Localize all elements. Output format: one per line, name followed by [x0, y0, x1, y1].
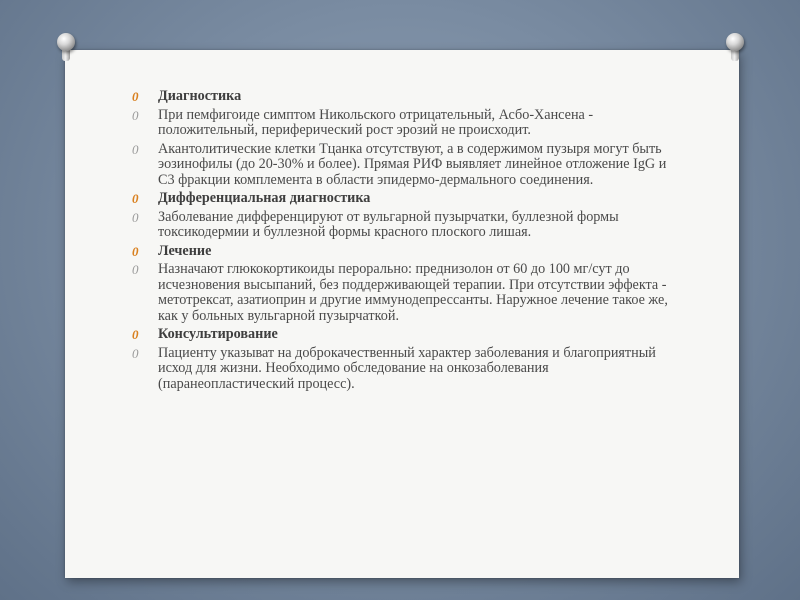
heading-differential-diagnostics — [132, 191, 672, 207]
item-text: Диагностика — [158, 88, 242, 104]
item-text: Назначают глюкокортикоиды перорально: преднизолон от 60 до 100 мг/сут до исчезновения высыпаний, без поддерживающей терапии. При отсутствии эффекта - метотрексат, азатиоприн и другие иммунодепрессанты. Наружное лечение такое же, как у больных вульгарной пузырчаткой. — [158, 261, 668, 324]
item-text: При пемфигоиде симптом Никольского отрицательный, Асбо-Хансена - положительный, периферический рост эрозий не происходит. — [158, 106, 594, 138]
bullet-icon: 0 — [132, 209, 139, 225]
bullet-icon: 0 — [132, 243, 139, 259]
bullet-icon: 0 — [132, 191, 139, 206]
bullet-icon: 0 — [132, 327, 139, 342]
heading-diagnostics — [132, 89, 672, 105]
list-item — [132, 142, 672, 189]
bullet-icon: 0 — [132, 262, 139, 277]
item-text: Лечение — [158, 242, 212, 259]
heading-treatment — [132, 244, 672, 260]
item-text: Заболевание дифференцируют от вульгарной пузырчатки, буллезной формы токсикодермии и буллезной формы красного плоского лишая. — [158, 208, 619, 240]
pin-head — [57, 33, 75, 51]
item-text: Дифференциальная диагностика — [158, 190, 371, 206]
list-item — [132, 346, 672, 393]
item-text: Консультирование — [158, 326, 278, 342]
heading-counseling — [132, 327, 672, 343]
bullet-icon: 0 — [132, 107, 139, 123]
list-item — [132, 262, 672, 324]
item-text: Акантолитические клетки Тцанка отсутствуют, а в содержимом пузыря могут быть эозинофилы (до 20-30% и более). Прямая РИФ выявляет линейное отложение IgG и С3 фракции комплемента в области эпидермо-дермального соединения. — [158, 140, 667, 188]
bullet-icon: 0 — [132, 345, 139, 361]
bullet-icon: 0 — [132, 141, 139, 157]
bullet-list — [132, 89, 672, 395]
pushpin-icon-left — [55, 33, 77, 63]
list-item — [132, 210, 672, 241]
item-text: Пациенту указыват на доброкачественный характер заболевания и благоприятный исход для жизни. Необходимо обследование на онкозаболевания (паранеопластический процесс). — [158, 344, 656, 392]
pin-head — [726, 33, 744, 51]
list-item — [132, 108, 672, 139]
bullet-icon: 0 — [132, 89, 139, 104]
pushpin-icon-right — [724, 33, 746, 63]
